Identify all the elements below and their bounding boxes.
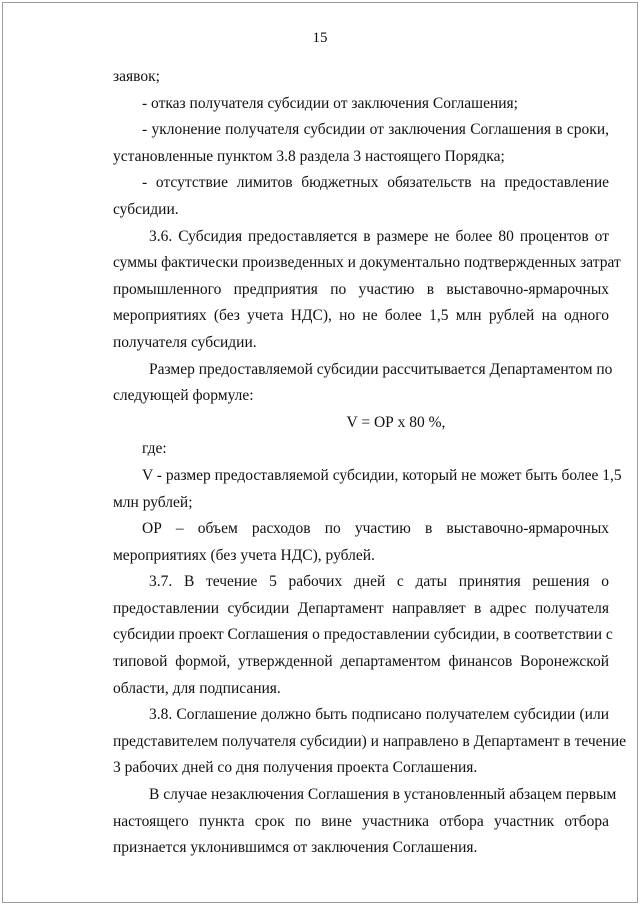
- text-line: В случае незаключения Соглашения в установленный абзацем первым: [149, 786, 617, 804]
- text-line: следующей формуле:: [113, 387, 254, 405]
- formula-line: V = ОР х 80 %,: [346, 413, 446, 431]
- text-line: заявок;: [113, 68, 160, 85]
- text-line: 3.8. Соглашение должно быть подписано получателем субсидии (или: [149, 706, 609, 724]
- text-line: представителем получателя субсидии) и направлено в Департамент в течение: [113, 732, 627, 750]
- text-line: Размер предоставляемой субсидии рассчитывается Департаментом по: [149, 360, 613, 378]
- text-line: - уклонение получателя субсидии от заключения Соглашения в сроки,: [142, 121, 609, 139]
- document-body: [113, 64, 627, 862]
- text-line: - отсутствие лимитов бюджетных обязательств на предоставление: [142, 174, 609, 192]
- text-line: мероприятиях (без учета НДС), но не более 1,5 млн рублей на одного: [113, 307, 609, 325]
- text-line: настоящего пункта срок по вине участника отбора участник отбора: [113, 812, 609, 830]
- text-line: признается уклонившимся от заключения Соглашения.: [113, 839, 478, 857]
- text-line: - отказ получателя субсидии от заключения Соглашения;: [142, 94, 518, 112]
- text-line: 3 рабочих дней со дня получения проекта Соглашения.: [113, 759, 478, 777]
- text-line: 3.6. Субсидия предоставляется в размере не более 80 процентов от: [149, 227, 609, 245]
- text-line: промышленного предприятия по участию в выставочно-ярмарочных: [113, 280, 609, 298]
- text-line: V - размер предоставляемой субсидии, который не может быть более 1,5: [142, 466, 622, 484]
- page-number: 15: [312, 30, 328, 46]
- text-line: субсидии.: [113, 200, 179, 218]
- text-line: 3.7. В течение 5 рабочих дней с даты принятия решения о: [149, 573, 609, 591]
- text-line: типовой формой, утвержденной департаментом финансов Воронежской: [113, 653, 609, 671]
- text-line: где:: [142, 440, 167, 458]
- text-line: субсидии проект Соглашения о предоставлении субсидии, в соответствии с: [113, 626, 613, 644]
- text-line: мероприятиях (без учета НДС), рублей.: [113, 546, 375, 564]
- text-line: млн рублей;: [113, 493, 193, 511]
- text-line: получателя субсидии.: [113, 333, 257, 351]
- text-line: суммы фактически произведенных и документально подтвержденных затрат: [113, 254, 621, 272]
- text-line: предоставлении субсидии Департамент направляет в адрес получателя: [113, 599, 609, 617]
- text-line: области, для подписания.: [113, 679, 281, 697]
- text-line: установленные пунктом 3.8 раздела 3 настоящего Порядка;: [113, 147, 505, 165]
- text-line: ОР – объем расходов по участию в выставочно-ярмарочных: [142, 520, 609, 538]
